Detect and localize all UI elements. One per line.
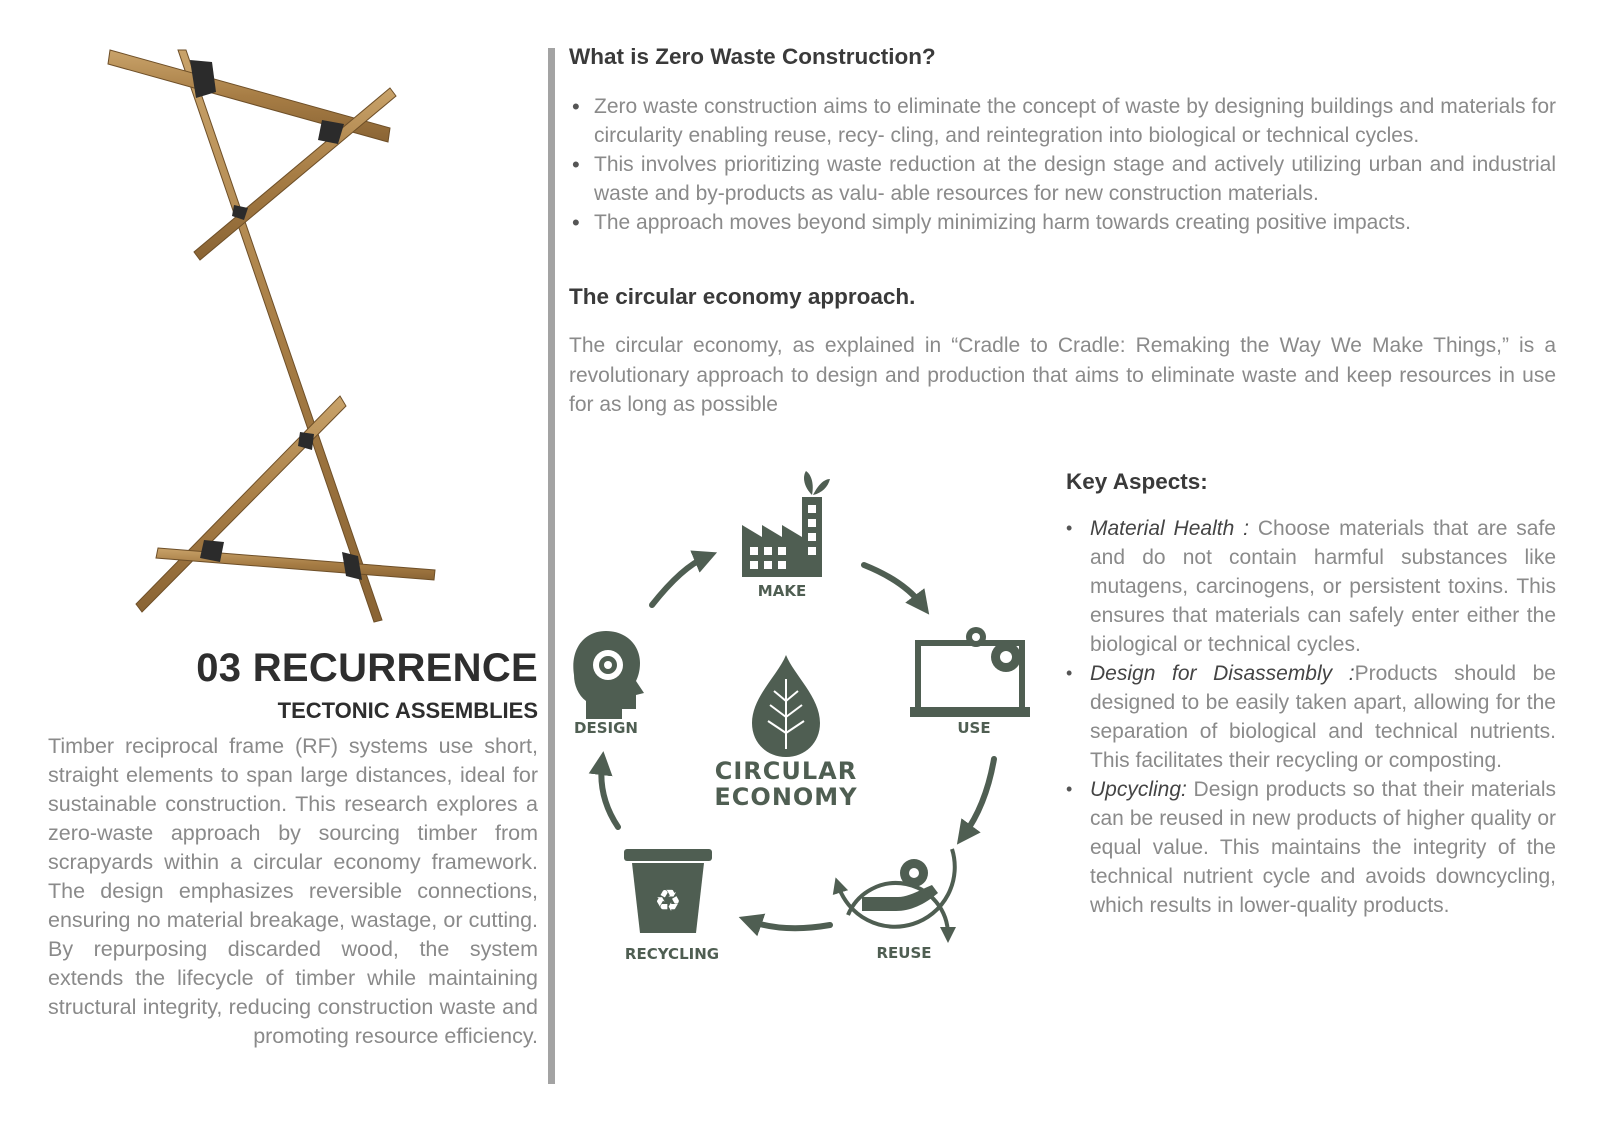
key-aspect-text: Choose materials that are safe and do not contain harmful substances like mutagens, carcinogens, or persistent toxins. This ensures that materials can safely enter either the biological or technical cycles.: [1090, 517, 1556, 656]
zero-waste-bullet: • Zero waste construction aims to eliminate the concept of waste by designing buildings and materials for circularity enabling reuse, recy- cling, and reintegration into biological or technical cycles.: [570, 92, 1556, 150]
stage-label-make: MAKE: [757, 582, 807, 600]
key-aspect-item: [1066, 775, 1556, 920]
hand-gear-cycle-icon: [838, 849, 955, 935]
key-aspects-list: [1066, 514, 1556, 920]
stage-label-recycling: RECYCLING: [624, 945, 720, 963]
circular-economy-diagram: [566, 465, 1056, 1005]
zero-waste-bullet: • The approach moves beyond simply minimizing harm towards creating positive impacts.: [570, 208, 1556, 237]
zero-waste-bullet-list: [570, 92, 1556, 237]
key-aspect-text: Design products so that their materials can be reused in new products of higher quality or equal value. This maintains the integrity of the technical nutrient cycle and avoids downcycling, which results in lower-quality products.: [1090, 778, 1556, 917]
diagram-center-line1: CIRCULAR: [714, 757, 858, 785]
project-subtitle: TECTONIC ASSEMBLIES: [277, 698, 538, 723]
laptop-gears-icon: [910, 627, 1030, 717]
svg-text:♻: ♻: [654, 885, 682, 918]
key-aspect-item: [1066, 514, 1556, 659]
vertical-divider: [548, 48, 555, 1084]
recycle-bin-icon: [624, 849, 712, 933]
key-aspects-heading: Key Aspects:: [1066, 469, 1208, 494]
key-aspect-term: Design for Disassembly :: [1090, 662, 1355, 685]
zero-waste-bullet: • This involves prioritizing waste reduction at the design stage and actively utilizing urban and industrial waste and by-products as valu- able resources for new construction materials.: [570, 150, 1556, 208]
circular-economy-paragraph: The circular economy, as explained in “Cradle to Cradle: Remaking the Way We Make Things,” is a revolutionary approach to design and production that aims to eliminate waste and keep resources in use for as long as possible: [569, 334, 1556, 416]
head-gear-icon: [573, 631, 644, 719]
circular-economy-heading: The circular economy approach.: [569, 284, 916, 309]
stage-label-use: USE: [957, 719, 991, 737]
leaf-drop-icon: [752, 655, 820, 757]
key-aspect-term: Material Health :: [1090, 517, 1249, 540]
diagram-center-line2: ECONOMY: [714, 783, 858, 811]
project-description: Timber reciprocal frame (RF) systems use short, straight elements to span large distances, ideal for sustainable construction. This research explores a zero-waste approach by sourcing timber from scrapyards within a circular economy framework. The design emphasizes reversible connections, ensuring no material breakage, wastage, or cutting. By repurposing discarded wood, the system extends the lifecycle of timber while maintaining structural integrity, reducing construction waste and promoting resource efficiency.: [48, 734, 538, 1048]
stage-label-reuse: REUSE: [876, 944, 932, 962]
key-aspect-term: Upcycling:: [1090, 778, 1187, 801]
key-aspect-item: [1066, 659, 1556, 775]
stage-label-design: DESIGN: [574, 719, 638, 737]
timber-frame-image: [100, 40, 460, 640]
factory-icon: [742, 471, 830, 577]
project-title: 03 RECURRENCE: [196, 646, 538, 690]
zero-waste-heading: What is Zero Waste Construction?: [569, 44, 936, 69]
key-aspect-text: Products should be designed to be easily taken apart, allowing for the separation of biological and technical nutrients. This facilitates their recycling or composting.: [1090, 662, 1556, 772]
